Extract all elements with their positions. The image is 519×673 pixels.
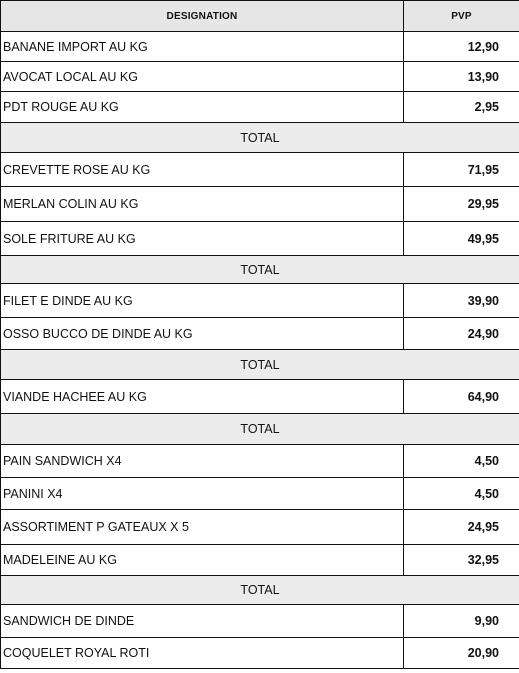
total-row — [1, 576, 519, 605]
total-label: TOTAL — [1, 350, 519, 380]
item-name: FILET E DINDE AU KG — [1, 284, 404, 318]
item-price: 49,95 — [404, 222, 519, 256]
item-price: 24,90 — [404, 318, 519, 350]
table-row — [1, 510, 519, 545]
table-row — [1, 638, 519, 669]
table-row — [1, 478, 519, 510]
total-label: TOTAL — [1, 576, 519, 605]
item-price: 13,90 — [404, 62, 519, 92]
total-label: TOTAL — [1, 414, 519, 445]
item-name: MADELEINE AU KG — [1, 545, 404, 576]
item-name: BANANE IMPORT AU KG — [1, 32, 404, 62]
item-price: 4,50 — [404, 478, 519, 510]
item-name: ASSORTIMENT P GATEAUX X 5 — [1, 510, 404, 545]
item-price: 20,90 — [404, 638, 519, 669]
item-name: PANINI X4 — [1, 478, 404, 510]
item-price: 39,90 — [404, 284, 519, 318]
header-row — [1, 1, 519, 32]
item-name: CREVETTE ROSE AU KG — [1, 153, 404, 187]
table-row — [1, 222, 519, 256]
table-body — [1, 32, 519, 669]
item-name: PDT ROUGE AU KG — [1, 92, 404, 123]
item-name: MERLAN COLIN AU KG — [1, 187, 404, 222]
total-label: TOTAL — [1, 123, 519, 153]
item-name: VIANDE HACHEE AU KG — [1, 380, 404, 414]
table-row — [1, 380, 519, 414]
item-name: SANDWICH DE DINDE — [1, 605, 404, 638]
designation-header: DESIGNATION — [1, 1, 404, 32]
table-row — [1, 318, 519, 350]
item-price: 12,90 — [404, 32, 519, 62]
table-row — [1, 284, 519, 318]
table-row — [1, 187, 519, 222]
table-row — [1, 92, 519, 123]
pvp-header: PVP — [404, 1, 519, 32]
item-name: SOLE FRITURE AU KG — [1, 222, 404, 256]
table-row — [1, 62, 519, 92]
table-row — [1, 153, 519, 187]
item-name: COQUELET ROYAL ROTI — [1, 638, 404, 669]
item-price: 29,95 — [404, 187, 519, 222]
item-name: OSSO BUCCO DE DINDE AU KG — [1, 318, 404, 350]
total-label: TOTAL — [1, 256, 519, 284]
table-row — [1, 605, 519, 638]
item-name: PAIN SANDWICH X4 — [1, 445, 404, 478]
item-price: 9,90 — [404, 605, 519, 638]
table-row — [1, 445, 519, 478]
total-row — [1, 414, 519, 445]
total-row — [1, 256, 519, 284]
total-row — [1, 123, 519, 153]
item-price: 24,95 — [404, 510, 519, 545]
table-row — [1, 32, 519, 62]
item-name: AVOCAT LOCAL AU KG — [1, 62, 404, 92]
item-price: 64,90 — [404, 380, 519, 414]
item-price: 71,95 — [404, 153, 519, 187]
total-row — [1, 350, 519, 380]
item-price: 32,95 — [404, 545, 519, 576]
table-row — [1, 545, 519, 576]
item-price: 2,95 — [404, 92, 519, 123]
item-price: 4,50 — [404, 445, 519, 478]
